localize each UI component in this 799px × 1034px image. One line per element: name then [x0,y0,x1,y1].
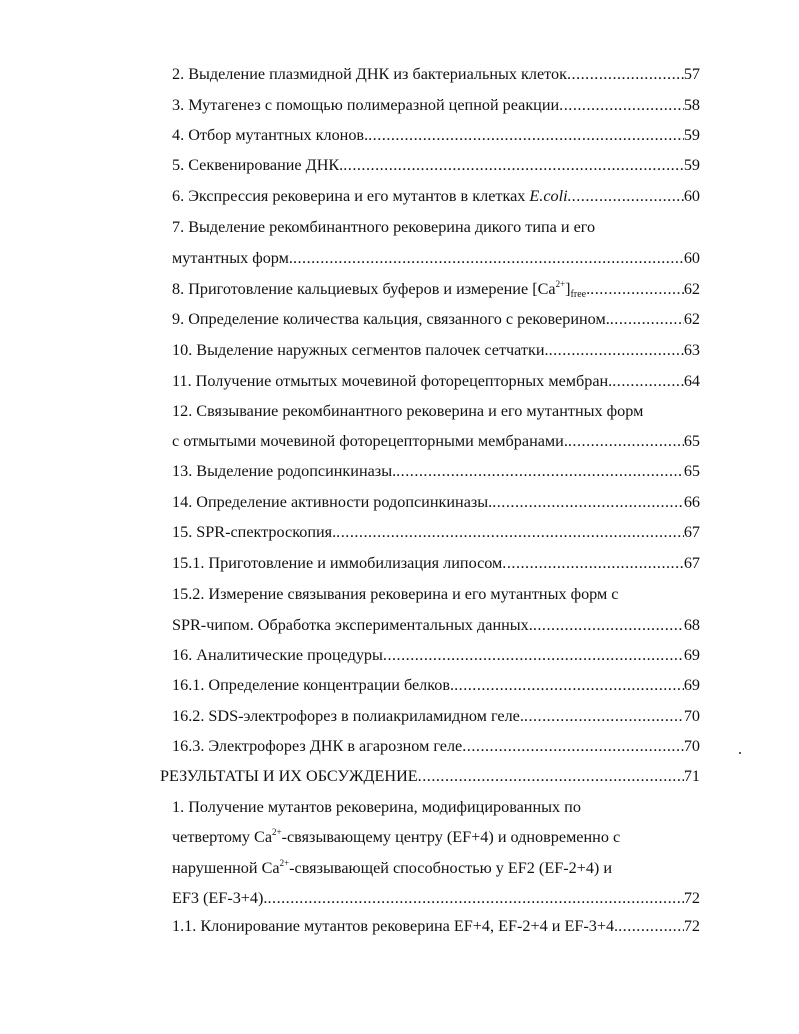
toc-page-number: 64 [683,372,700,390]
toc-page-number: 65 [683,432,700,450]
toc-page-number: 70 [683,707,700,725]
scan-speck [739,752,741,754]
toc-entry [172,277,700,301]
toc-entry [172,520,700,544]
toc-entry-title: 12. Связывание рекомбинантного рековерина и его мутантных форм [172,402,644,420]
toc-entry [172,429,700,453]
toc-page-number: 59 [683,156,700,174]
toc-entry [172,123,700,147]
toc-entry-title: 14. Определение активности родопсинкиназы. [172,493,493,511]
toc-entry-continued [172,825,700,849]
toc-page-number: 68 [683,616,700,634]
superscript: 2+ [272,827,282,837]
toc-entry-continued [172,856,700,880]
title-text: четвертому Ca [172,828,273,846]
toc-entry-title: 16. Аналитические процедуры [172,646,383,664]
toc-entry-title: 9. Определение количества кальция, связанного с рековерином. [172,310,610,328]
title-text: -связывающей способностью у EF2 (EF-2+4) и [289,859,613,877]
toc-entry-title [172,184,572,208]
toc-entry [172,643,700,667]
toc-page-number: 66 [683,493,700,511]
dot-leader [454,673,684,697]
toc-entry-title: 15. SPR-спектроскопия. [172,523,337,541]
toc-page-number: 67 [683,523,700,541]
dot-leader [533,613,684,637]
toc-entry [172,551,700,575]
toc-entry [172,184,700,208]
toc-page-number: 63 [683,341,700,359]
toc-entry-title: 16.3. Электрофорез ДНК в агарозном геле [172,737,463,755]
toc-entry-title: 16.1. Определение концентрации белков. [172,676,455,694]
dot-leader [462,734,684,758]
toc-page-number: 65 [683,462,700,480]
title-text: нарушенной Ca [172,859,280,877]
toc-entry-continued [172,582,700,606]
superscript: 2+ [555,279,566,289]
toc-page-number: 70 [683,737,700,755]
dot-leader [267,886,683,910]
toc-entry-title: 11. Получение отмытых мочевиной фоторецепторных мембран. [172,372,613,390]
toc-entry-title: 13. Выделение родопсинкиназы. [172,462,397,480]
toc-entry-continued [172,795,700,819]
toc-entry [172,734,700,758]
dot-leader [559,93,684,117]
toc-page-number: 60 [683,249,700,267]
dot-leader [502,551,684,575]
toc-entry [172,62,700,86]
toc-entry-title: 3. Мутагенез с помощью полимеразной цепной реакции [172,96,560,114]
dot-leader [610,307,684,331]
dot-leader [492,490,684,514]
toc-entry-title: 5. Секвенирование ДНК. [172,156,344,174]
dot-leader [612,369,684,393]
dot-leader [572,184,684,208]
dot-leader [567,62,684,86]
toc-entry-title: 1. Получение мутантов рековерина, модифицированных по [172,798,581,816]
toc-entry-title: 16.2. SDS-электрофорез в полиакриламидном геле. [172,707,524,725]
dot-leader [568,429,684,453]
toc-entry [172,886,700,910]
dot-leader [343,153,684,177]
toc-entry-title: мутантных форм. [172,249,293,267]
toc-page-number: 69 [683,676,700,694]
toc-page-number: 57 [683,65,700,83]
title-text: ] [565,280,571,298]
title-text: -связывающему центру (EF+4) и одновременно с [281,828,621,846]
toc-entry-title: с отмытыми мочевиной фоторецепторными мембранами. [172,432,568,450]
subscript: free [570,289,587,300]
toc-entry [172,369,700,393]
toc-page-number: 58 [683,96,700,114]
toc-page-number: 62 [683,310,700,328]
toc-entry [172,459,700,483]
toc-entry-title [172,856,612,880]
superscript: 2+ [279,858,290,868]
toc-entry [172,246,700,270]
dot-leader [618,914,684,938]
dot-leader [418,764,684,788]
dot-leader [336,520,684,544]
toc-section-heading [160,764,700,788]
title-text: . [586,280,591,298]
toc-entry-title: SPR-чипом. Обработка экспериментальных данных. [172,616,533,634]
toc-entry [172,673,700,697]
toc-entry-title: EF3 (EF-3+4). [172,889,268,907]
toc-page-number: 72 [683,917,700,935]
section-title: РЕЗУЛЬТАТЫ И ИХ ОБСУЖДЕНИЕ [160,767,418,785]
toc-entry-title: 1.1. Клонирование мутантов рековерина EF+4, EF-2+4 и EF-3+4. [172,917,619,935]
toc-entry-title [172,825,620,849]
dot-leader [549,338,684,362]
toc-entry [172,307,700,331]
toc-page-number: 60 [683,187,700,205]
toc-page-number: 62 [683,280,700,298]
toc-page-number: 59 [683,126,700,144]
toc-page-number: 67 [683,554,700,572]
toc-entry-continued [172,215,700,239]
toc-entry-title [172,277,590,301]
toc-entry [172,490,700,514]
toc-page-number: 72 [683,889,700,907]
toc-entry-title: 15.2. Измерение связывания рековерина и его мутантных форм с [172,585,619,603]
toc-entry-title: 2. Выделение плазмидной ДНК из бактериальных клеток [172,65,567,83]
title-text: 6. Экспрессия рековерина и его мутантов в клетках [172,187,530,205]
toc-page-number: 69 [683,646,700,664]
italic-species: E.coli. [529,187,572,205]
toc-entry-title: 4. Отбор мутантных клонов. [172,126,369,144]
title-text: 8. Приготовление кальциевых буферов и измерение [Ca [172,280,556,298]
toc-entry-title: 15.1. Приготовление и иммобилизация липосом [172,554,503,572]
toc-entry-title: 10. Выделение наружных сегментов палочек сетчатки. [172,341,549,359]
toc-entry [172,613,700,637]
toc-entry-title: 7. Выделение рекомбинантного рековерина дикого типа и его [172,218,596,236]
dot-leader [293,246,684,270]
toc-entry [172,153,700,177]
toc-entry [172,93,700,117]
toc-entry [172,704,700,728]
toc-entry [172,914,700,938]
toc-entry [172,338,700,362]
toc-page-number: 71 [683,767,700,785]
toc-entry-continued [172,399,700,423]
dot-leader [383,643,684,667]
dot-leader [590,277,684,301]
dot-leader [396,459,684,483]
dot-leader [524,704,684,728]
dot-leader [368,123,684,147]
